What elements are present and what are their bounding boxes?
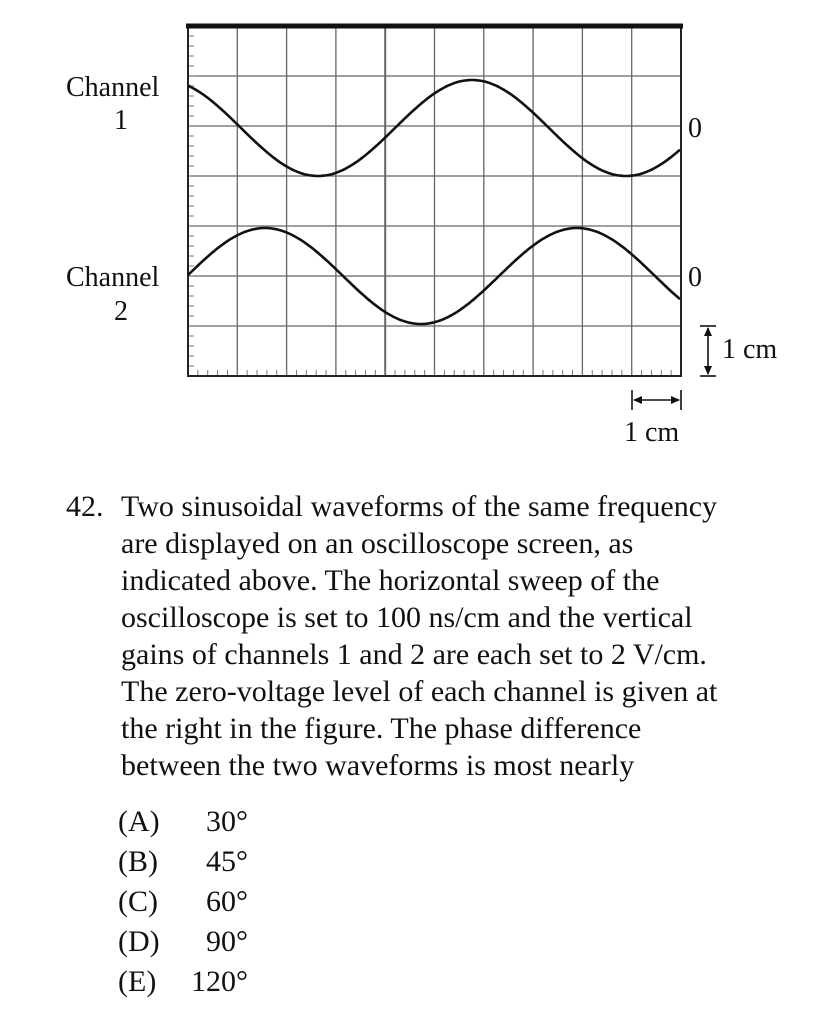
choice-text: 60° <box>206 885 248 918</box>
question-line: the right in the figure. The phase difference <box>121 712 642 745</box>
horizontal-scale-marker <box>632 390 681 410</box>
vertical-scale-label: 1 cm <box>722 334 778 365</box>
question-line: between the two waveforms is most nearly <box>121 749 635 782</box>
choice-c[interactable] <box>118 882 248 922</box>
question-line: indicated above. The horizontal sweep of the <box>121 564 660 597</box>
channel-1-label-line2: 1 <box>114 105 128 136</box>
horizontal-scale-label: 1 cm <box>624 417 680 448</box>
question-block <box>66 488 796 784</box>
question-line: oscilloscope is set to 100 ns/cm and the vertical <box>121 601 693 634</box>
choice-b[interactable] <box>118 842 248 882</box>
choice-d[interactable] <box>118 922 248 962</box>
channel-2-label-line1: Channel <box>66 262 160 293</box>
channel-1-label-line1: Channel <box>66 72 160 103</box>
choice-text: 90° <box>206 925 248 958</box>
question-stem <box>121 488 796 784</box>
choice-letter: (A) <box>118 805 160 838</box>
oscilloscope-figure <box>0 0 831 460</box>
choice-e[interactable] <box>118 962 248 1002</box>
choice-a[interactable] <box>118 802 248 842</box>
channel-1-zero-label: 0 <box>688 113 702 144</box>
question-number: 42. <box>66 490 104 523</box>
choice-letter: (B) <box>118 845 158 878</box>
question-line: are displayed on an oscilloscope screen, as <box>121 527 634 560</box>
channel-2-zero-label: 0 <box>688 262 702 293</box>
choice-text: 30° <box>206 805 248 838</box>
choice-letter: (D) <box>118 925 160 958</box>
question-line: Two sinusoidal waveforms of the same frequency <box>121 490 718 523</box>
channel-2-label-line2: 2 <box>114 296 128 327</box>
question-line: The zero-voltage level of each channel is given at <box>121 675 718 708</box>
answer-choices <box>118 802 248 1002</box>
choice-letter: (C) <box>118 885 158 918</box>
choice-letter: (E) <box>118 965 157 998</box>
choice-text: 120° <box>191 965 248 998</box>
question-line: gains of channels 1 and 2 are each set to 2 V/cm. <box>121 638 707 671</box>
vertical-scale-marker <box>700 326 716 376</box>
choice-text: 45° <box>206 845 248 878</box>
